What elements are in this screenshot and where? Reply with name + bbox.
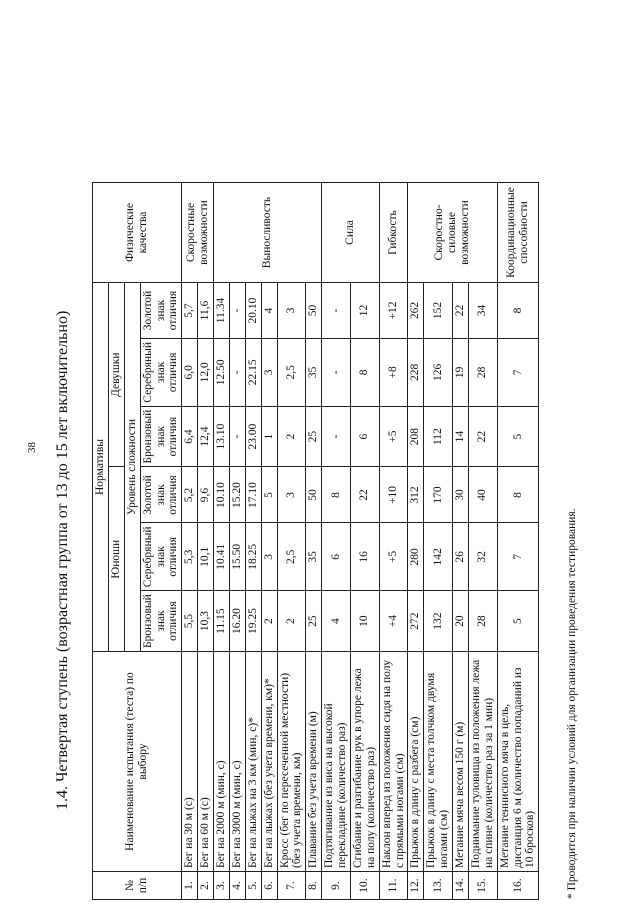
row-number: 9. — [322, 872, 351, 900]
norm-value: 22 — [350, 467, 379, 523]
test-name: Плавание без учета времени (м) — [306, 652, 322, 872]
norm-value: 6 — [350, 406, 379, 467]
table-row — [468, 183, 497, 900]
test-name: Метание мяча весом 150 г (м) — [453, 652, 469, 872]
norm-value: +12 — [379, 283, 408, 339]
test-name: Бег на лыжах (без учета времени, км)* — [261, 652, 277, 872]
norm-value: - — [229, 283, 245, 339]
norm-value: 5 — [497, 406, 539, 467]
norm-value: 23.00 — [245, 406, 261, 467]
norms-table — [92, 182, 539, 900]
norm-value: 11.34 — [214, 283, 230, 339]
norm-value: 12,0 — [198, 339, 214, 407]
norm-value: 5,2 — [182, 467, 198, 523]
norm-value: 5,7 — [182, 283, 198, 339]
row-number: 8. — [306, 872, 322, 900]
table-row — [424, 183, 453, 900]
norm-value: 2 — [261, 591, 277, 652]
norm-value: 35 — [306, 523, 322, 591]
norm-value: +4 — [379, 591, 408, 652]
norm-value: 10 — [350, 591, 379, 652]
header-boys: Юноши — [108, 467, 124, 652]
row-number: 10. — [350, 872, 379, 900]
header-silver: Серебряный знак отличия — [140, 523, 182, 591]
table-row — [277, 183, 306, 900]
norm-value: 34 — [468, 283, 497, 339]
norm-value: 12 — [350, 283, 379, 339]
norm-value: 22 — [453, 283, 469, 339]
norm-value: 20 — [453, 591, 469, 652]
test-name: Наклон вперед из положения сидя на полу с прямыми ногами (см) — [379, 652, 408, 872]
norm-value: 3 — [261, 339, 277, 407]
table-row — [408, 183, 424, 900]
test-name: Метание теннисного мяча в цель, дистанция 6 м (количество попаданий из 10 бросков) — [497, 652, 539, 872]
norm-value: 10.41 — [214, 523, 230, 591]
norm-value: 50 — [306, 467, 322, 523]
norm-value: 18.25 — [245, 523, 261, 591]
table-row — [497, 183, 539, 900]
norm-value: 12,4 — [198, 406, 214, 467]
norm-value: 10,3 — [198, 591, 214, 652]
norm-value: 228 — [408, 339, 424, 407]
norm-value: 7 — [497, 339, 539, 407]
header-quality: Физические качества — [93, 183, 182, 283]
header-silver: Серебряный знак отличия — [140, 339, 182, 407]
test-name: Бег на 2000 м (мин, с) — [214, 652, 230, 872]
norm-value: 2,5 — [277, 339, 306, 407]
row-number: 4. — [229, 872, 245, 900]
norm-value: - — [322, 406, 351, 467]
row-number: 15. — [468, 872, 497, 900]
table-body — [182, 183, 539, 900]
test-name: Поднимание туловища из положения лежа на спине (количество раз за 1 мин) — [468, 652, 497, 872]
quality-cell: Гибкость — [379, 183, 408, 283]
header-gold: Золотой знак отличия — [140, 467, 182, 523]
norm-value: 280 — [408, 523, 424, 591]
section-heading: 1.4. Четвертая ступень (возрастная группа от 13 до 15 лет включительно) — [54, 310, 71, 810]
norm-value: 1 — [261, 406, 277, 467]
row-number: 5. — [245, 872, 261, 900]
norm-value: 112 — [424, 406, 453, 467]
row-number: 14. — [453, 872, 469, 900]
row-number: 7. — [277, 872, 306, 900]
row-number: 12. — [408, 872, 424, 900]
norm-value: 8 — [322, 467, 351, 523]
norm-value: 30 — [453, 467, 469, 523]
norm-value: 152 — [424, 283, 453, 339]
row-number: 16. — [497, 872, 539, 900]
test-name: Прыжок в длину с разбега (см) — [408, 652, 424, 872]
norm-value: 19 — [453, 339, 469, 407]
norm-value: 5 — [261, 467, 277, 523]
row-number: 13. — [424, 872, 453, 900]
norm-value: 2 — [277, 591, 306, 652]
row-number: 6. — [261, 872, 277, 900]
table-row — [350, 183, 379, 900]
norm-value: +5 — [379, 406, 408, 467]
norm-value: 9,6 — [198, 467, 214, 523]
header-name: Наименование испытания (теста) по выбору — [93, 652, 182, 872]
quality-cell: Скоростные возможности — [182, 183, 214, 283]
header-level: Уровень сложности — [124, 283, 140, 652]
header-gold: Золотой знак отличия — [140, 283, 182, 339]
table-row — [245, 183, 261, 900]
table-row — [261, 183, 277, 900]
header-no: № п/п — [93, 872, 182, 900]
norm-value: - — [322, 283, 351, 339]
table-row — [379, 183, 408, 900]
norm-value: 22.15 — [245, 339, 261, 407]
header-bronze: Бронзовый знак отличия — [140, 406, 182, 467]
norm-value: 26 — [453, 523, 469, 591]
norm-value: 3 — [277, 283, 306, 339]
table-row — [214, 183, 230, 900]
norm-value: 25 — [306, 406, 322, 467]
norm-value: 2,5 — [277, 523, 306, 591]
footnote: * Проводится при наличии условий для организации проведения тестирования. — [566, 508, 578, 899]
test-name: Бег на 30 м (с) — [182, 652, 198, 872]
table-row — [229, 183, 245, 900]
row-number: 11. — [379, 872, 408, 900]
norm-value: 3 — [277, 467, 306, 523]
norm-value: 17.10 — [245, 467, 261, 523]
norm-value: 272 — [408, 591, 424, 652]
quality-cell: Сила — [322, 183, 380, 283]
norm-value: 2 — [277, 406, 306, 467]
row-number: 3. — [214, 872, 230, 900]
test-name: Кросс (бег по пересеченной местности) (без учета времени, км) — [277, 652, 306, 872]
norm-value: 5,3 — [182, 523, 198, 591]
norm-value: 19.25 — [245, 591, 261, 652]
norm-value: 50 — [306, 283, 322, 339]
header-bronze: Бронзовый знак отличия — [140, 591, 182, 652]
test-name: Бег на лыжах на 3 км (мин, с)* — [245, 652, 261, 872]
test-name: Бег на 60 м (с) — [198, 652, 214, 872]
table-row — [306, 183, 322, 900]
norm-value: 132 — [424, 591, 453, 652]
norm-value: 170 — [424, 467, 453, 523]
test-name: Подтягивание из виса на высокой перекладине (количество раз) — [322, 652, 351, 872]
norm-value: 5,5 — [182, 591, 198, 652]
norm-value: 7 — [497, 523, 539, 591]
norm-value: 8 — [497, 467, 539, 523]
norm-value: 16.20 — [229, 591, 245, 652]
norm-value: +10 — [379, 467, 408, 523]
norm-value: 208 — [408, 406, 424, 467]
norm-value: 10,1 — [198, 523, 214, 591]
norm-value: 15.50 — [229, 523, 245, 591]
norm-value: 3 — [261, 523, 277, 591]
norm-value: 11.15 — [214, 591, 230, 652]
test-name: Сгибание и разгибание рук в упоре лежа на полу (количество раз) — [350, 652, 379, 872]
norm-value: 35 — [306, 339, 322, 407]
table-row — [198, 183, 214, 900]
norm-value: 28 — [468, 591, 497, 652]
norm-value: 11,6 — [198, 283, 214, 339]
norm-value: 10.10 — [214, 467, 230, 523]
page-number: 38 — [26, 442, 38, 453]
norm-value: +8 — [379, 339, 408, 407]
table-row — [322, 183, 351, 900]
header-norms: Нормативы — [93, 283, 109, 652]
table-row — [182, 183, 198, 900]
norm-value: 312 — [408, 467, 424, 523]
norm-value: - — [229, 339, 245, 407]
norm-value: 13.10 — [214, 406, 230, 467]
norm-value: 8 — [497, 283, 539, 339]
norm-value: - — [322, 339, 351, 407]
norm-value: 8 — [350, 339, 379, 407]
row-number: 1. — [182, 872, 198, 900]
norm-value: 4 — [322, 591, 351, 652]
norm-value: 14 — [453, 406, 469, 467]
norm-value: 6,0 — [182, 339, 198, 407]
norm-value: 126 — [424, 339, 453, 407]
table-row — [453, 183, 469, 900]
norm-value: 32 — [468, 523, 497, 591]
row-number: 2. — [198, 872, 214, 900]
norm-value: 20.10 — [245, 283, 261, 339]
norm-value: 16 — [350, 523, 379, 591]
test-name: Прыжок в длину с места толчком двумя ногами (см) — [424, 652, 453, 872]
norm-value: 25 — [306, 591, 322, 652]
header-girls: Девушки — [108, 283, 124, 468]
norm-value: 6,4 — [182, 406, 198, 467]
norm-value: 142 — [424, 523, 453, 591]
norm-value: 6 — [322, 523, 351, 591]
norm-value: 40 — [468, 467, 497, 523]
quality-cell: Скоростно-силовые возможности — [408, 183, 497, 283]
norm-value: +5 — [379, 523, 408, 591]
norm-value: 4 — [261, 283, 277, 339]
test-name: Бег на 3000 м (мин, с) — [229, 652, 245, 872]
norm-value: 12.50 — [214, 339, 230, 407]
norm-value: 22 — [468, 406, 497, 467]
norm-value: 15.20 — [229, 467, 245, 523]
norm-value: 28 — [468, 339, 497, 407]
norm-value: - — [229, 406, 245, 467]
quality-cell: Координационные способности — [497, 183, 539, 283]
quality-cell: Выносливость — [214, 183, 322, 283]
norm-value: 5 — [497, 591, 539, 652]
norm-value: 262 — [408, 283, 424, 339]
